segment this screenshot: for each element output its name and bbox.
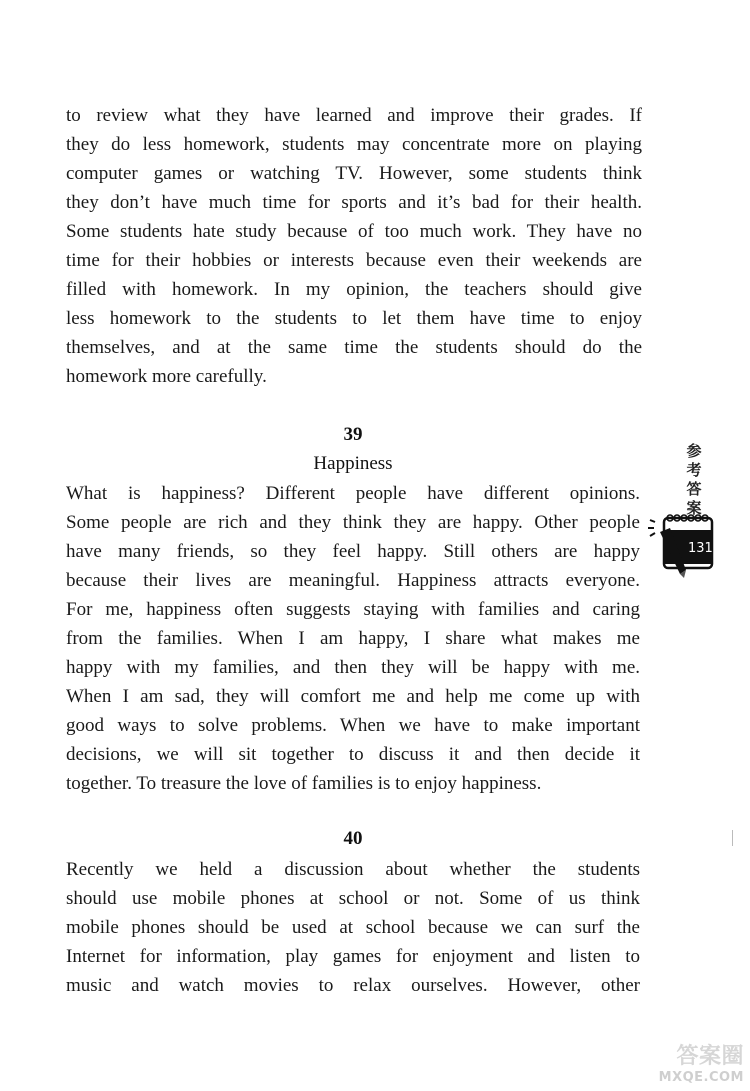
text-line: Some students hate study because of too much work. They have no — [66, 221, 642, 242]
text-line: Recently we held a discussion about whether the students — [66, 859, 640, 880]
continuation-paragraph — [66, 101, 642, 391]
text-line: music and watch movies to relax ourselves. However, other — [66, 975, 640, 996]
text-line: mobile phones should be used at school because we can surf the — [66, 917, 640, 938]
site-watermark — [604, 1039, 744, 1085]
watermark-logo-text: 答案圈 — [676, 1044, 744, 1069]
margin-tick — [732, 830, 733, 846]
text-line: they don’t have much time for sports and it’s bad for their health. — [66, 192, 642, 213]
section-title-happiness: Happiness — [313, 453, 393, 474]
text-line: decisions, we will sit together to discuss it and then decide it — [66, 744, 640, 765]
text-line: from the families. When I am happy, I share what makes me — [66, 628, 640, 649]
text-line: What is happiness? Different people have different opinions. — [66, 483, 640, 504]
happiness-paragraph — [66, 479, 640, 798]
section-number-39: 39 — [343, 424, 363, 445]
text-line: time for their hobbies or interests because even their weekends are — [66, 250, 642, 271]
text-line: to review what they have learned and improve their grades. If — [66, 105, 642, 126]
text-line: less homework to the students to let them have time to enjoy — [66, 308, 642, 329]
side-label-char: 考 — [686, 461, 702, 479]
text-line: happy with my families, and then they will be happy with me. — [66, 657, 640, 678]
text-line: filled with homework. In my opinion, the teachers should give — [66, 279, 642, 300]
text-line: Some people are rich and they think they are happy. Other people — [66, 512, 640, 533]
answer-key-side-label — [683, 442, 705, 518]
text-line: good ways to solve problems. When we have to make important — [66, 715, 640, 736]
text-line: have many friends, so they feel happy. Still others are happy — [66, 541, 640, 562]
text-line: together. To treasure the love of families is to enjoy happiness. — [66, 773, 542, 794]
text-line: Internet for information, play games for enjoyment and listen to — [66, 946, 640, 967]
text-line: For me, happiness often suggests staying with families and caring — [66, 599, 640, 620]
side-label-char: 答 — [686, 480, 702, 498]
text-line: homework more carefully. — [66, 366, 267, 387]
side-label-char: 案 — [686, 499, 702, 517]
text-line: because their lives are meaningful. Happiness attracts everyone. — [66, 570, 640, 591]
section-number-40: 40 — [343, 828, 363, 849]
notepad-pencil-icon — [644, 508, 722, 578]
side-label-char: 参 — [686, 442, 702, 460]
text-line: they do less homework, students may concentrate more on playing — [66, 134, 642, 155]
sparkle-icon — [648, 520, 655, 536]
text-line: When I am sad, they will comfort me and help me come up with — [66, 686, 640, 707]
text-line: should use mobile phones at school or not. Some of us think — [66, 888, 640, 909]
page-number: 131 — [688, 541, 713, 556]
text-line: themselves, and at the same time the students should do the — [66, 337, 642, 358]
mobile-phones-paragraph — [66, 855, 640, 1000]
text-line: computer games or watching TV. However, some students think — [66, 163, 642, 184]
watermark-url: MXQE.COM — [658, 1070, 744, 1085]
